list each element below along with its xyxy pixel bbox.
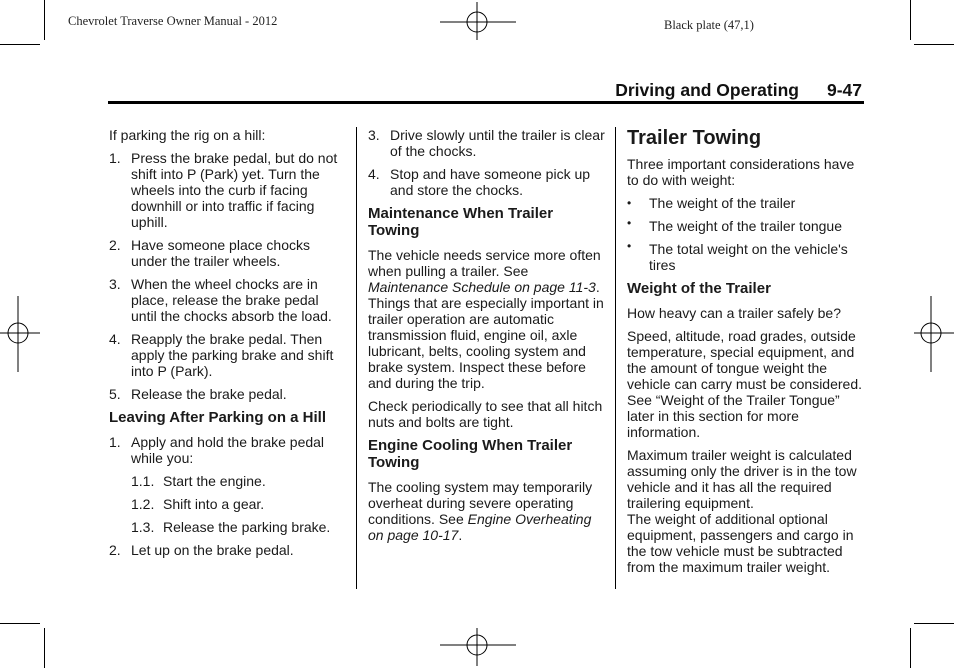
- step-text: Let up on the brake pedal.: [131, 542, 294, 558]
- crop-mark: [44, 628, 45, 668]
- registration-mark-top: [440, 2, 516, 40]
- column-divider: [615, 127, 616, 589]
- paragraph-text: . Things that are especially important in trailer operation are automatic transmission fluid, engine oil, axle lubricant, belts, cooling system and brake system. Inspect these before and during the trip.: [368, 279, 604, 391]
- step-number: 5.: [109, 386, 121, 402]
- paragraph-text: Maximum trailer weight is calculated assuming only the driver is in the tow vehicle and it has all the required trailering equipment.: [627, 447, 857, 511]
- page-title: Trailer Towing: [627, 127, 762, 149]
- list-item: [109, 276, 347, 324]
- crop-mark: [914, 623, 954, 624]
- factors-paragraph: Speed, altitude, road grades, outside temperature, special equipment, and the amount of tongue weight the vehicle can carry must be considered. See “Weight of the Trailer Tongue” later in this section for more information.: [627, 328, 862, 440]
- crop-mark: [914, 44, 954, 45]
- list-item: [627, 195, 867, 211]
- list-item: [368, 166, 606, 198]
- registration-mark-bottom: [440, 628, 516, 666]
- bullet-text: The weight of the trailer: [649, 195, 796, 211]
- paragraph-text: .: [458, 527, 463, 543]
- slug-right: Black plate (47,1): [664, 18, 754, 32]
- column-2: [368, 127, 606, 550]
- section-heading: Weight of the Trailer: [627, 280, 771, 297]
- hill-intro: If parking the rig on a hill:: [109, 127, 266, 143]
- list-item: [109, 542, 347, 558]
- section-heading: Leaving After Parking on a Hill: [109, 409, 326, 426]
- step-number: 1.: [109, 434, 121, 450]
- step-number: 2.: [109, 542, 121, 558]
- step-number: 4.: [109, 331, 121, 347]
- paragraph-text: The weight of additional optional equipment, passengers and cargo in the tow vehicle must be subtracted from the maximum trailer weight.: [627, 511, 854, 575]
- cooling-paragraph: [368, 479, 606, 543]
- step-number: 3.: [368, 127, 380, 143]
- list-item: [109, 386, 347, 402]
- cross-reference: Maintenance Schedule on page 11-3: [368, 279, 596, 295]
- column-3: [627, 127, 867, 575]
- bullet-text: The weight of the trailer tongue: [649, 218, 843, 234]
- list-item: [109, 519, 347, 535]
- step-text: Reapply the brake pedal. Then apply the parking brake and shift into P (Park).: [131, 331, 334, 379]
- step-number: 1.3.: [131, 519, 155, 535]
- bullet-icon: •: [627, 239, 632, 253]
- header-rule: [108, 101, 864, 104]
- section-heading: Maintenance When Trailer Towing: [368, 205, 554, 239]
- list-item: [109, 473, 347, 489]
- step-text: Shift into a gear.: [163, 496, 265, 512]
- weight-bullet-list: [627, 195, 867, 273]
- step-text: Drive slowly until the trailer is clear of the chocks.: [390, 127, 605, 159]
- paragraph-text: The cooling system may temporarily overheat during severe operating conditions. See: [368, 479, 593, 527]
- running-head: [615, 80, 862, 101]
- list-item: [627, 241, 867, 273]
- list-item: [109, 237, 347, 269]
- step-number: 3.: [109, 276, 121, 292]
- leaving-steps-list: [109, 434, 347, 558]
- list-item: [109, 331, 347, 379]
- cross-reference: Engine Overheating on page 10-17: [368, 511, 592, 543]
- step-text: Release the parking brake.: [163, 519, 331, 535]
- list-item: [109, 434, 347, 466]
- paragraph-text: The vehicle needs service more often when pulling a trailer. See: [368, 247, 601, 279]
- step-number: 1.2.: [131, 496, 155, 512]
- list-item: [109, 150, 347, 230]
- max-weight-paragraph: [627, 447, 867, 575]
- step-text: Have someone place chocks under the trailer wheels.: [131, 237, 310, 269]
- step-text: Start the engine.: [163, 473, 266, 489]
- maintenance-paragraph: [368, 247, 606, 391]
- step-text: Apply and hold the brake pedal while you:: [131, 434, 325, 466]
- continued-steps-list: [368, 127, 606, 198]
- page-number: 9-47: [826, 80, 862, 100]
- hill-steps-list: [109, 150, 347, 402]
- step-text: Press the brake pedal, but do not shift into P (Park) yet. Turn the wheels into the curb if facing downhill or into traffic if facing uphill.: [131, 150, 338, 230]
- registration-mark-right: [914, 296, 954, 372]
- crop-mark: [910, 628, 911, 668]
- bullet-icon: •: [627, 216, 632, 230]
- bullet-text: The total weight on the vehicle's tires: [649, 241, 848, 273]
- crop-mark: [44, 0, 45, 40]
- step-text: Stop and have someone pick up and store the chocks.: [390, 166, 591, 198]
- weight-intro: Three important considerations have to do with weight:: [627, 156, 855, 188]
- list-item: [109, 496, 347, 512]
- column-1: [109, 127, 347, 565]
- step-number: 1.: [109, 150, 121, 166]
- crop-mark: [910, 0, 911, 40]
- section-heading: Engine Cooling When Trailer Towing: [368, 437, 573, 471]
- list-item: [368, 127, 606, 159]
- check-paragraph: Check periodically to see that all hitch nuts and bolts are tight.: [368, 398, 603, 430]
- step-number: 2.: [109, 237, 121, 253]
- column-divider: [356, 127, 357, 589]
- section-title: Driving and Operating: [615, 80, 799, 100]
- bullet-icon: •: [627, 196, 632, 210]
- step-text: Release the brake pedal.: [131, 386, 287, 402]
- crop-mark: [0, 44, 40, 45]
- registration-mark-left: [0, 296, 40, 372]
- step-text: When the wheel chocks are in place, release the brake pedal until the chocks absorb the load.: [131, 276, 332, 324]
- step-number: 1.1.: [131, 473, 155, 489]
- step-number: 4.: [368, 166, 380, 182]
- question-text: How heavy can a trailer safely be?: [627, 305, 841, 321]
- slug-left: Chevrolet Traverse Owner Manual - 2012: [68, 14, 278, 28]
- list-item: [627, 218, 867, 234]
- crop-mark: [0, 623, 40, 624]
